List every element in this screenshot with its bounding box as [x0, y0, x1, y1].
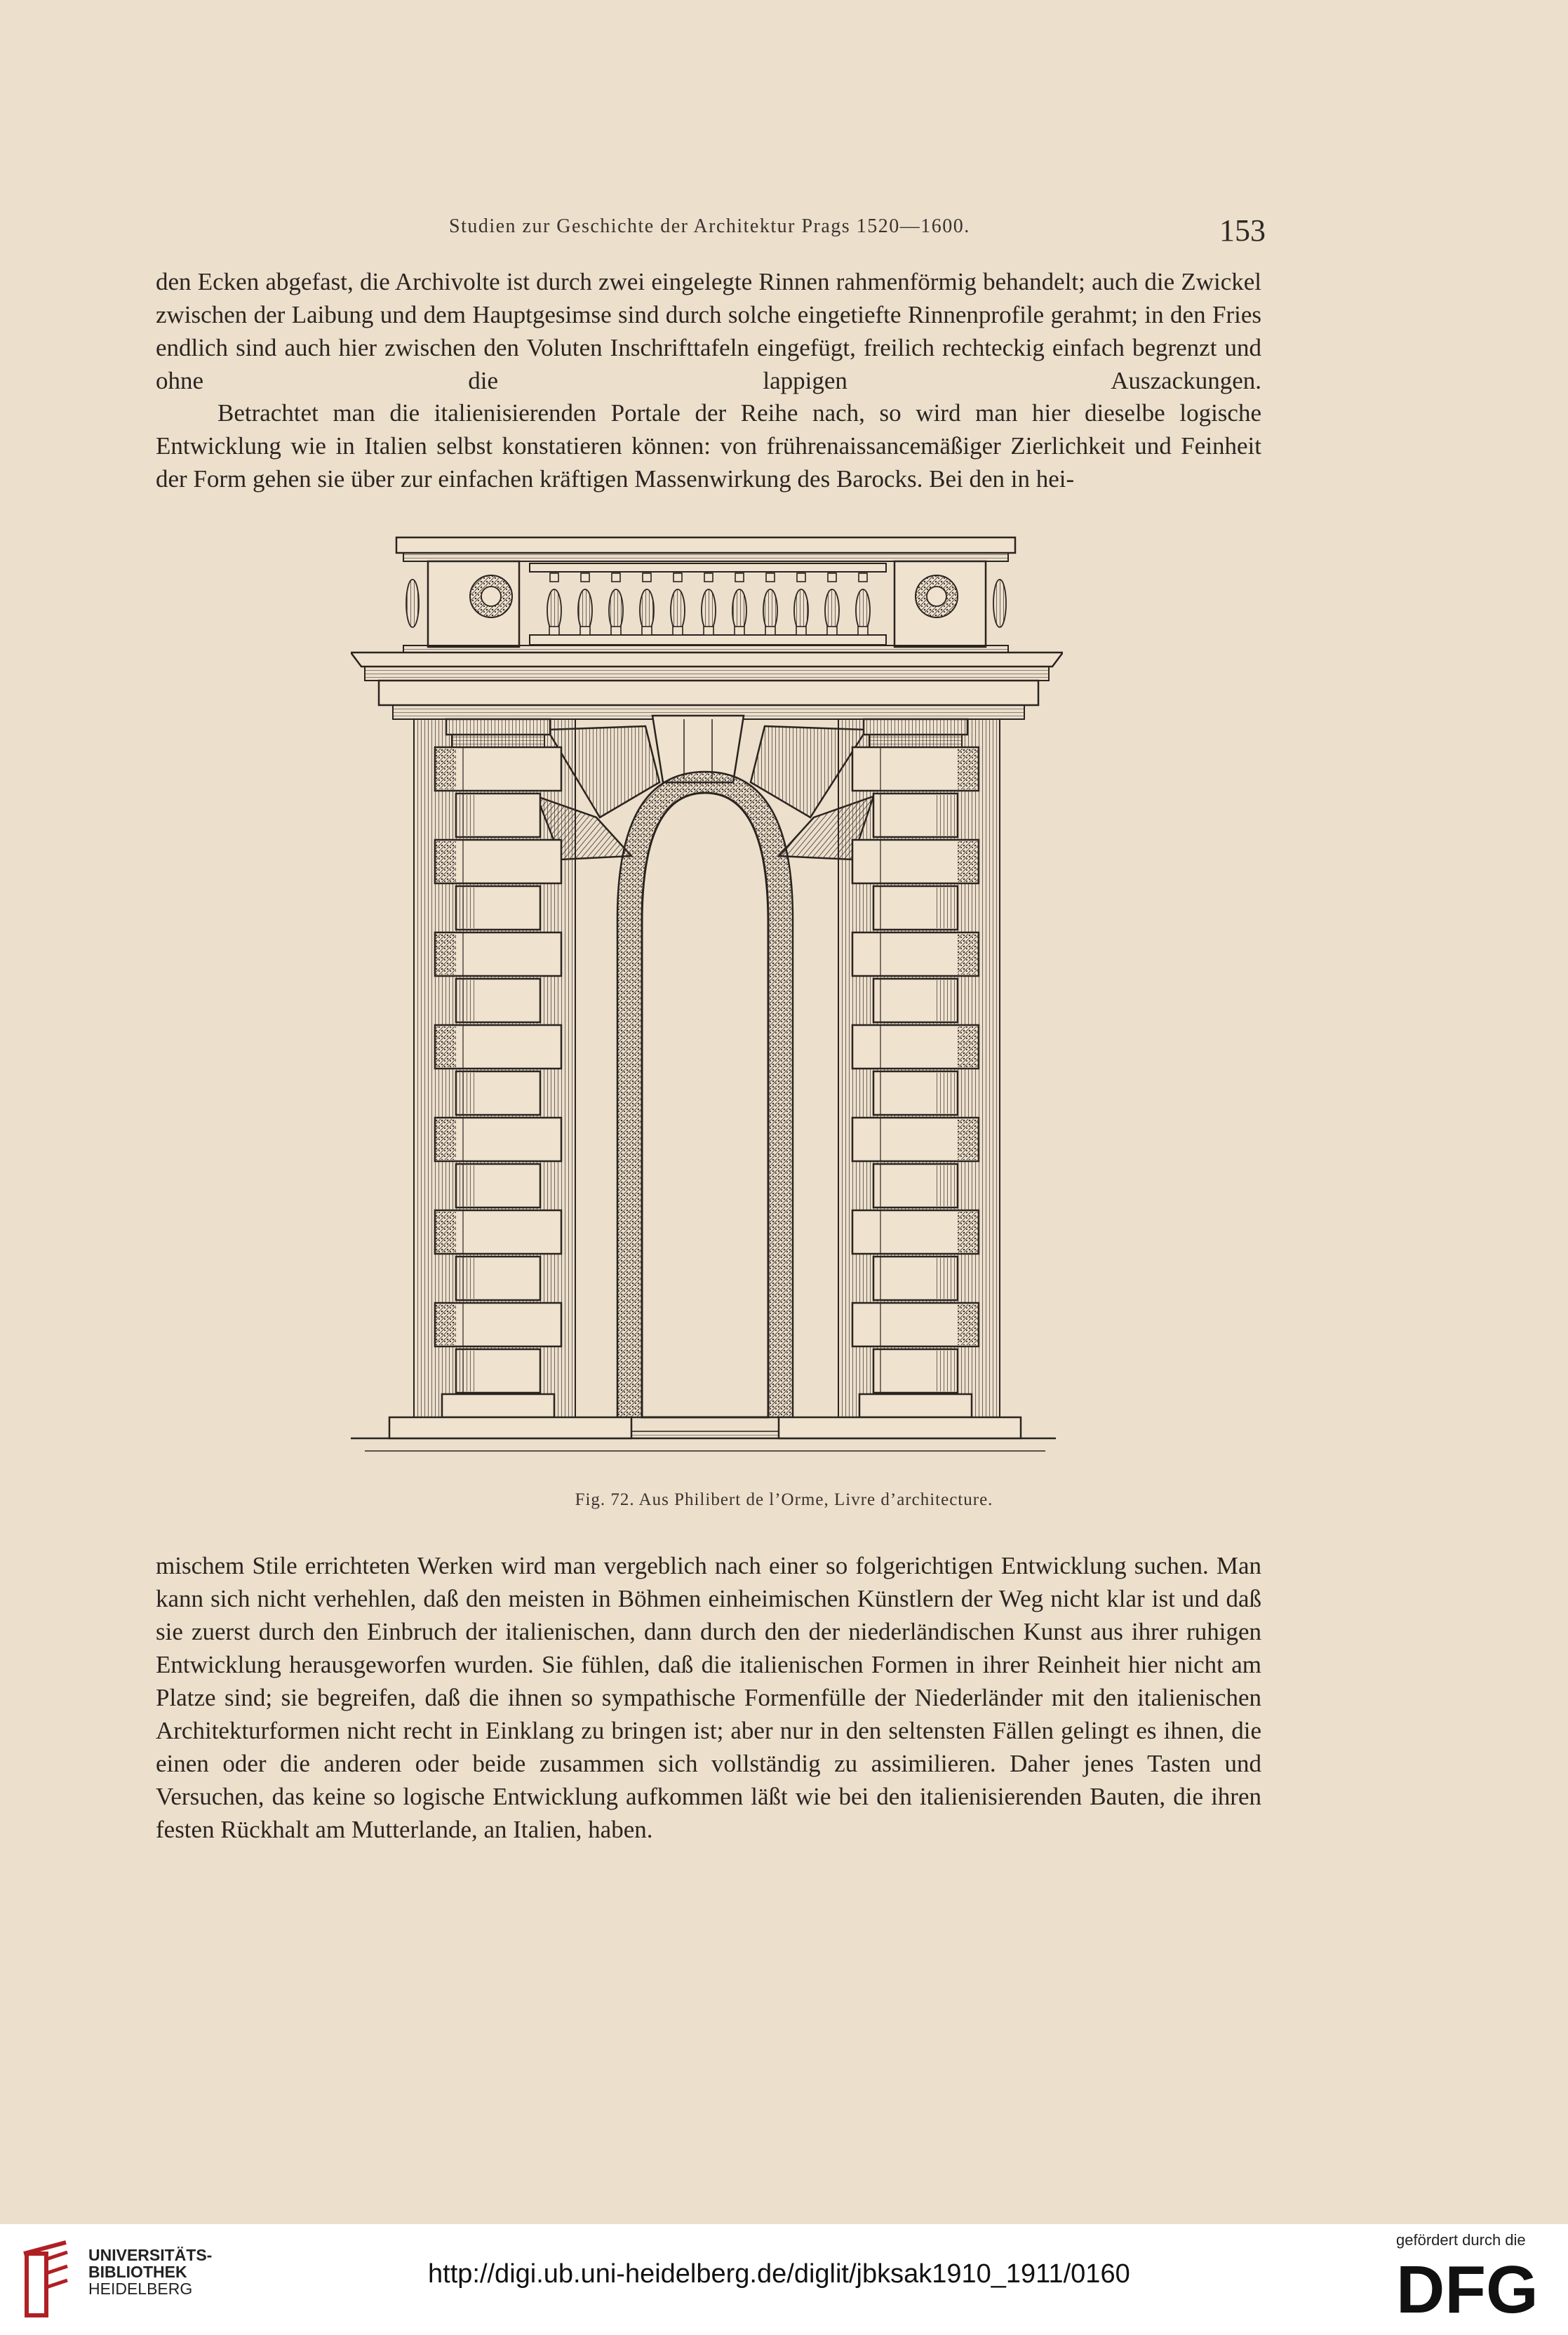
baluster	[856, 573, 870, 635]
portal-illustration	[351, 530, 1063, 1456]
cornice	[351, 653, 1063, 667]
baluster	[640, 573, 654, 635]
library-name	[88, 2247, 212, 2297]
rusticated-column-left	[414, 719, 575, 1417]
running-title: Studien zur Geschichte der Architektur Prags 1520—1600.	[449, 215, 970, 237]
baluster	[671, 573, 685, 635]
digitization-footer	[0, 2224, 1568, 2335]
funded-by-label: gefördert durch die	[1396, 2231, 1526, 2249]
frieze	[379, 681, 1038, 705]
arch-opening	[642, 793, 768, 1417]
baluster	[578, 573, 592, 635]
threshold	[631, 1431, 779, 1438]
library-name-line2: BIBLIOTHEK	[88, 2263, 187, 2281]
baluster	[794, 573, 808, 635]
baluster	[763, 573, 777, 635]
baluster	[825, 573, 839, 635]
balustrade-coping	[396, 537, 1015, 553]
baluster	[732, 573, 746, 635]
baluster	[547, 573, 561, 635]
permalink-url[interactable]: http://digi.ub.uni-heidelberg.de/diglit/jbksak1910_1911/0160	[428, 2259, 1130, 2289]
paragraph-3: mischem Stile errichteten Werken wird man vergeblich nach einer so folgerichtigen Entwicklung suchen. Man kann sich nicht verhehlen, daß den meisten in Böhmen einheimischen Künstlern der Weg nicht klar ist und daß sie zuerst durch den Einbruch der italienischen, dann durch den der niederländischen Kunst aus ihrer ruhigen Entwicklung herausgeworfen wurden. Sie fühlen, daß die italienischen Formen in ihrer Reinheit hier nicht am Platze sind; sie begreifen, daß die ihnen so sympathische Formenfülle der Niederländer mit den italienischen Architekturformen nicht recht in Einklang zu bringen ist; aber nur in den seltensten Fällen gelingt es ihnen, die einen oder die anderen oder beide zusammen sich vollständig zu assimilieren. Daher jenes Tasten und Versuchen, das keine so logische Entwicklung aufkommen läßt wie bei den italienisierenden Bauten, die ihren festen Rückhalt am Mutterlande, an Italien, haben.	[156, 1552, 1261, 1843]
portal-engraving	[351, 530, 1063, 1456]
lion-mask-left	[470, 575, 512, 617]
baluster	[702, 573, 716, 635]
plinth-left	[389, 1417, 631, 1438]
library-name-line3: HEIDELBERG	[88, 2280, 193, 2298]
baluster-row	[547, 573, 870, 635]
svg-text:DFG: DFG	[1396, 2252, 1539, 2327]
baluster-end	[993, 580, 1006, 627]
plinth-right	[779, 1417, 1021, 1438]
rusticated-column-right	[838, 719, 1000, 1417]
library-name-line1: UNIVERSITÄTS-	[88, 2246, 213, 2264]
page-number: 153	[1219, 213, 1266, 248]
lion-mask-right	[916, 575, 958, 617]
figure-caption: Fig. 72. Aus Philibert de l’Orme, Livre d’architecture.	[575, 1490, 993, 1509]
library-logo-icon	[17, 2238, 80, 2322]
dfg-logo-icon	[1396, 2251, 1543, 2328]
paragraph-1: den Ecken abgefast, die Archivolte ist durch zwei eingelegte Rinnen rahmenförmig behandelt; auch die Zwickel zwischen der Laibung und dem Hauptgesimse sind durch solche eingetiefte Rinnenprofile gerahmt; in den Fries endlich sind auch hier zwischen den Voluten Inschrifttafeln eingefügt, freilich rechteckig einfach begrenzt und ohne die lappigen Auszackungen.	[156, 268, 1261, 394]
paragraph-2: Betrachtet man die italienisierenden Portale der Reihe nach, so wird man hier dieselbe logische Entwicklung wie in Italien selbst konstatieren können: von frührenaissancemäßiger Zierlichkeit und Feinheit der Form gehen sie über zur einfachen kräftigen Massenwirkung des Barocks. Bei den in hei-	[156, 399, 1261, 493]
running-head	[0, 213, 1568, 248]
baluster	[609, 573, 623, 635]
baluster-end	[406, 580, 419, 627]
